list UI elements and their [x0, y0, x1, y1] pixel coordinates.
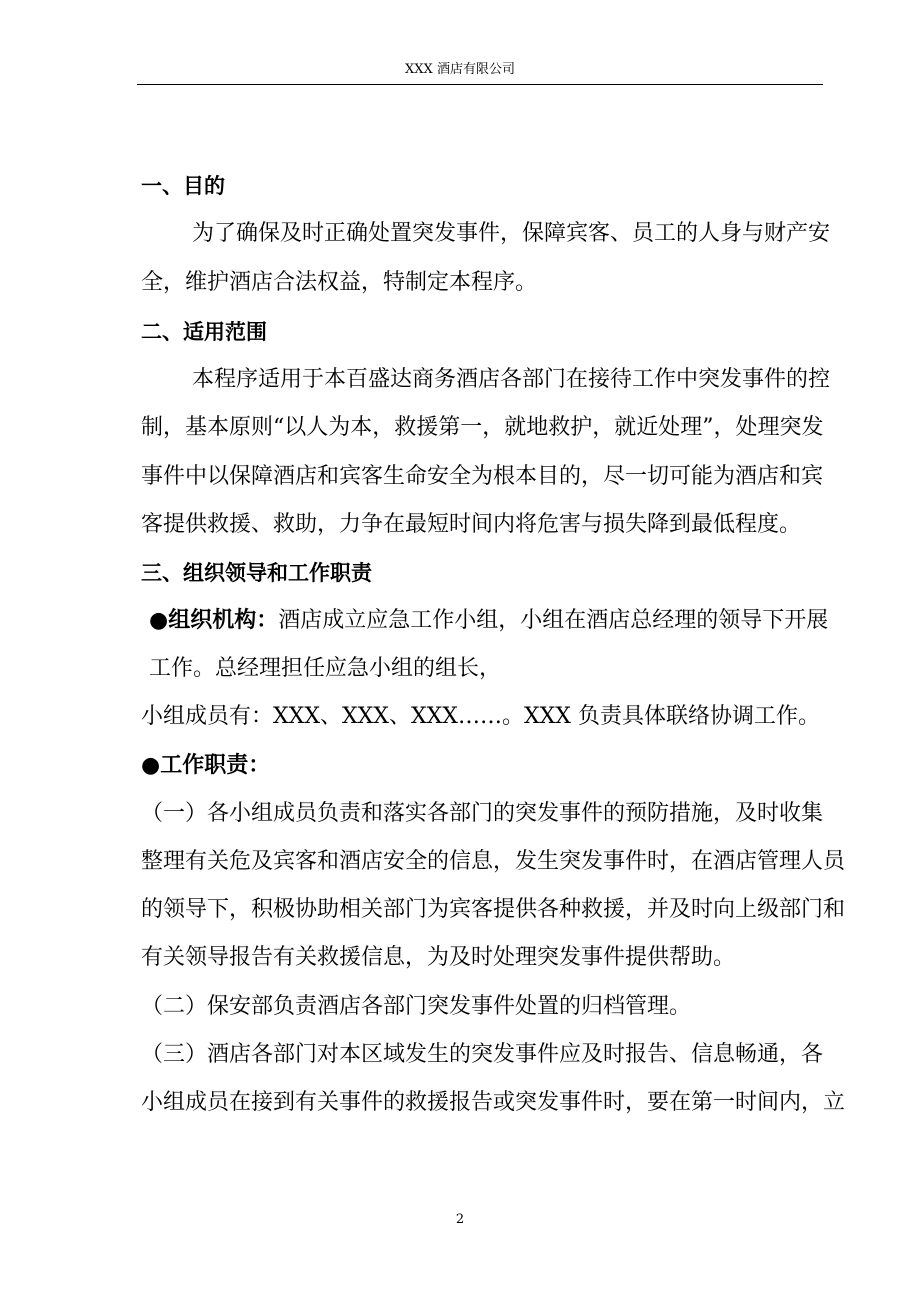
section-heading-organization: 三、组织领导和工作职责: [141, 561, 372, 585]
page-number: 2: [455, 1212, 465, 1227]
duty-label: ●工作职责：: [141, 753, 271, 778]
paragraph-line: 小组成员在接到有关事件的救援报告或突发事件时，要在第一时间内，立: [141, 1090, 846, 1115]
paragraph-line: 事件中以保障酒店和宾客生命安全为根本目的，尽一切可能为酒店和宾: [141, 464, 824, 489]
members-line: 小组成员有：XXX、XXX、XXX……。XXX 负责具体联络协调工作。: [141, 704, 820, 729]
org-structure-text: 酒店成立应急工作小组，小组在酒店总经理的领导下开展: [278, 608, 829, 633]
page-header: XXX 酒店有限公司: [405, 62, 515, 77]
paragraph-line: 为了确保及时正确处置突发事件，保障宾客、员工的人身与财产安: [192, 221, 831, 246]
paragraph-line: 有关领导报告有关救援信息，为及时处理突发事件提供帮助。: [141, 945, 736, 970]
paragraph-line: 全，维护酒店合法权益，特制定本程序。: [141, 270, 538, 295]
paragraph-line: 整理有关危及宾客和酒店安全的信息，发生突发事件时，在酒店管理人员: [141, 849, 846, 874]
section-heading-purpose: 一、目的: [141, 174, 225, 198]
paragraph-line: （一）各小组成员负责和落实各部门的突发事件的预防措施，及时收集: [141, 801, 824, 826]
paragraph-line: （三）酒店各部门对本区域发生的突发事件应及时报告、信息畅通，各: [141, 1042, 824, 1067]
paragraph-line: 工作。总经理担任应急小组的组长，: [149, 656, 502, 681]
org-structure-label: ●组织机构：: [149, 608, 279, 633]
paragraph-line: 制，基本原则“以人为本，救援第一，就地救护，就近处理”，处理突发: [141, 415, 824, 440]
org-structure-line: [149, 607, 828, 635]
paragraph-line: 客提供救援、救助，力争在最短时间内将危害与损失降到最低程度。: [141, 512, 802, 537]
header-divider: [137, 84, 823, 85]
paragraph-line: 的领导下，积极协助相关部门为宾客提供各种救援，并及时向上级部门和: [141, 897, 846, 922]
paragraph-line: （二）保安部负责酒店各部门突发事件处置的归档管理。: [141, 994, 692, 1019]
section-heading-scope: 二、适用范围: [141, 320, 267, 344]
paragraph-line: 本程序适用于本百盛达商务酒店各部门在接待工作中突发事件的控: [192, 367, 831, 392]
